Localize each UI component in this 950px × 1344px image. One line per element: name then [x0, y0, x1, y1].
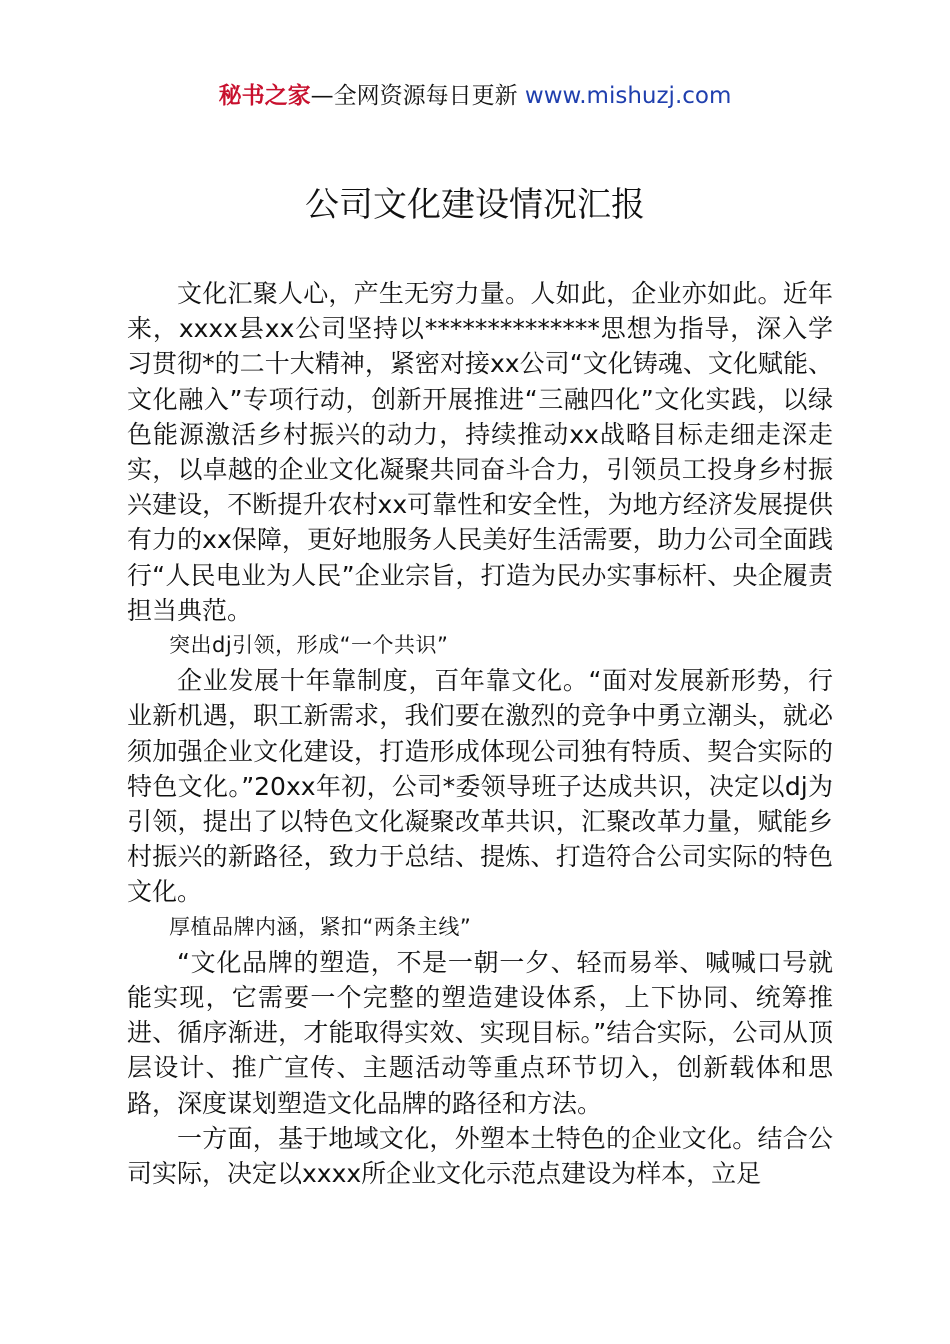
document-title: 公司文化建设情况汇报 — [305, 185, 645, 225]
section-heading: 厚植品牌内涵，紧扣“两条主线” — [169, 914, 472, 939]
section-heading: 突出dj引领，形成“一个共识” — [169, 633, 449, 658]
body-paragraph: 一方面，基于地域文化，外塑本土特色的企业文化。结合公司实际，决定以xxxx所企业文化示范点建设为样本，立足 — [127, 1123, 833, 1189]
body-paragraph: 企业发展十年靠制度，百年靠文化。“面对发展新形势，行业新机遇，职工新需求，我们要在激烈的竞争中勇立潮头，就必须加强企业文化建设，打造形成体现公司独有特质、契合实际的特色文化。”20xx年初，公司*委领导班子达成共识，决定以dj为引领，提出了以特色文化凝聚改革共识，汇聚改革力量，赋能乡村振兴的新路径，致力于总结、提炼、打造符合公司实际的特色文化。 — [127, 666, 833, 907]
site-tagline: —全网资源每日更新 — [310, 83, 518, 109]
document-body — [127, 276, 833, 1191]
site-header — [0, 80, 950, 112]
body-paragraph: 文化汇聚人心，产生无穷力量。人如此，企业亦如此。近年来，xxxx县xx公司坚持以**************思想为指导，深入学习贯彻*的二十大精神，紧密对接xx公司“文化铸魂、文化赋能、文化融入”专项行动，创新开展推进“三融四化”文化实践，以绿色能源激活乡村振兴的动力，持续推动xx战略目标走细走深走实，以卓越的企业文化凝聚共同奋斗合力，引领员工投身乡村振兴建设，不断提升农村xx可靠性和安全性，为地方经济发展提供有力的xx保障，更好地服务人民美好生活需要，助力公司全面践行“人民电业为人民”企业宗旨，打造为民办实事标杆、央企履责担当典范。 — [127, 279, 833, 625]
site-url-link[interactable]: www.mishuzj.com — [524, 83, 732, 109]
site-brand: 秘书之家 — [218, 83, 311, 109]
body-paragraph: “文化品牌的塑造，不是一朝一夕、轻而易举、喊喊口号就能实现，它需要一个完整的塑造建设体系，上下协同、统筹推进、循序渐进，才能取得实效、实现目标。”结合实际，公司从顶层设计、推广宣传、主题活动等重点环节切入，创新载体和思路，深度谋划塑造文化品牌的路径和方法。 — [127, 947, 833, 1118]
